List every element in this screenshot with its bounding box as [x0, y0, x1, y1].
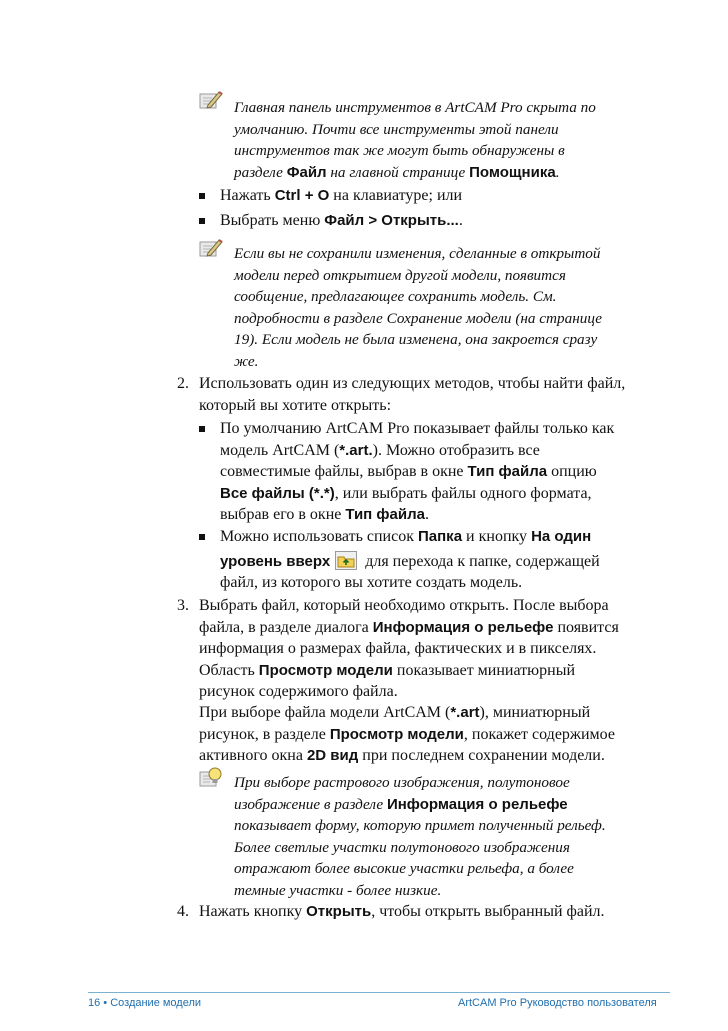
step-line: который вы хотите открыть: [199, 396, 392, 414]
bullet-square-icon [199, 426, 205, 432]
note-line: инструментов так же могут быть обнаружены в [234, 142, 565, 159]
note-line: Если вы не сохранили изменения, сделанные в открытой [234, 245, 601, 262]
note-line: Главная панель инструментов в ArtCAM Pro скрыта по [234, 99, 596, 116]
step-number: 2. [177, 375, 189, 392]
note-unsaved-changes [234, 243, 664, 372]
bullet-square-icon [199, 534, 205, 540]
note-line: модели перед открытием другой модели, появится [234, 266, 566, 284]
note-toolbar-hidden [234, 97, 664, 183]
step-3-art-paragraph: При выборе файла модели ArtCAM (*.art), миниатюрный рисунок, в разделе Просмотр модели, покажет содержимое активного окна 2D вид при последнем сохранении модели. [199, 704, 615, 764]
footer-page-label: 16 • Создание модели [88, 997, 202, 1009]
footer-divider [88, 992, 670, 993]
note-line: умолчанию. Почти все инструменты этой панели [234, 120, 559, 138]
step-number: 4. [177, 903, 189, 920]
note-line: подробности в разделе Сохранение модели (на странице [234, 309, 603, 327]
note-line: же. [234, 352, 259, 370]
step-number: 3. [177, 597, 189, 614]
tip-lightbulb-icon [198, 766, 224, 788]
note-line: сообщение, предлагающее сохранить модель. См. [234, 288, 557, 305]
tip-raster-image: При выборе растрового изображения, полутоновое изображение в разделе Информация о рельефе показывает форму, которую примет полученный рельеф. Более светлые участки полутонового изображения отражают более высокие участки рельефа, а более темные участки - более низкие. [234, 774, 606, 899]
step-line: Использовать один из следующих методов, чтобы найти файл, [199, 375, 626, 392]
bullet-square-icon [199, 193, 205, 199]
note-pencil-icon [198, 88, 224, 110]
folder-up-icon [335, 551, 357, 570]
note-line: 19). Если модель не была изменена, она закроется сразу [234, 331, 598, 348]
bullet-square-icon [199, 218, 205, 224]
footer-book-title: ArtCAM Pro Руководство пользователя [458, 997, 657, 1009]
note-line: разделе Файл на главной странице Помощника. [234, 163, 560, 181]
note-pencil-icon [198, 236, 224, 258]
